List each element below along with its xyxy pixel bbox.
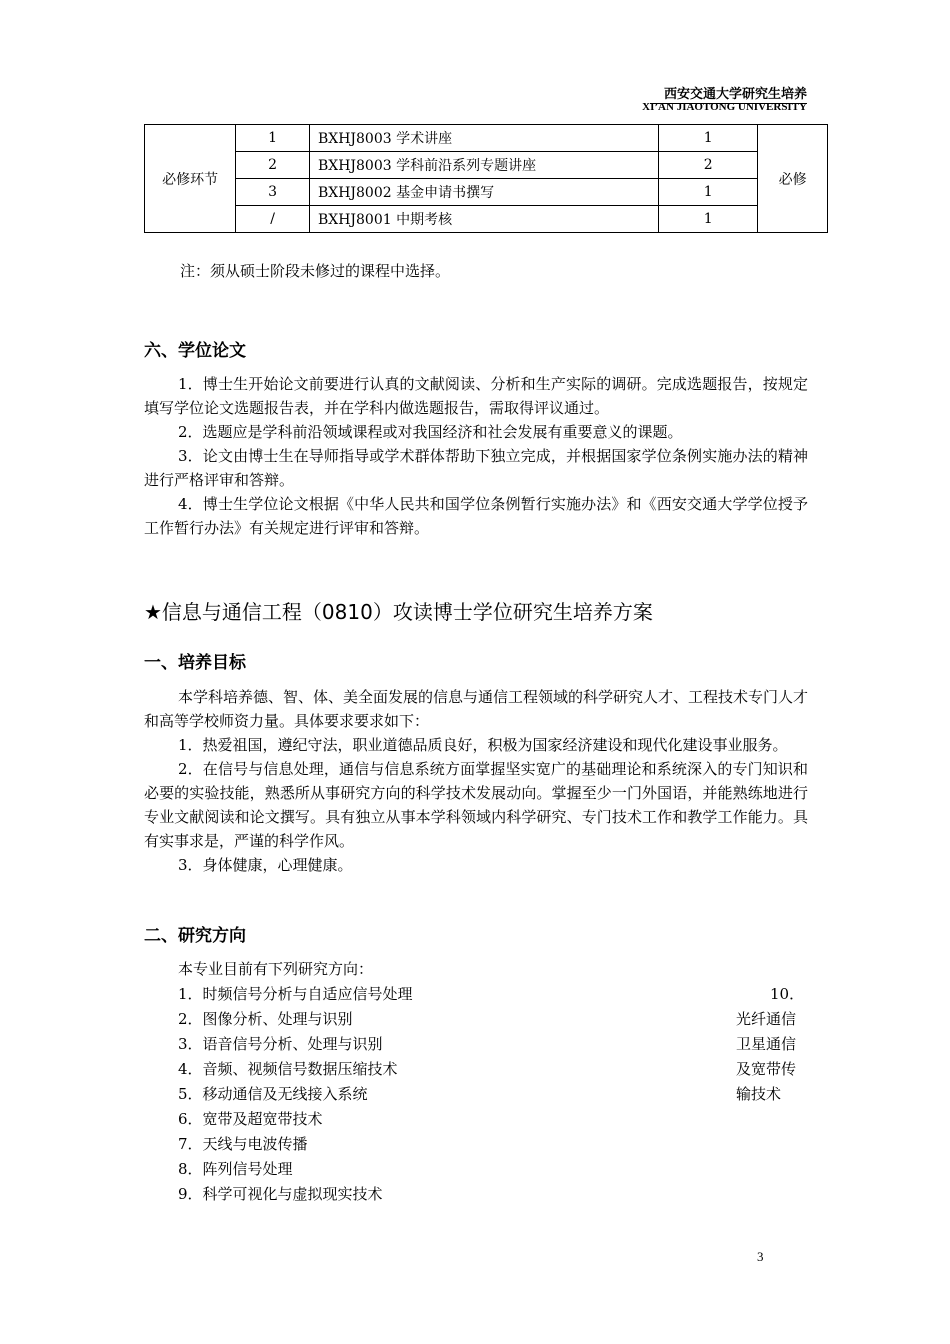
section-thesis-heading: 六、学位论文: [144, 341, 246, 361]
list-item-10-line: 输技术: [736, 1085, 782, 1103]
list-item-10-text: [736, 1007, 808, 1107]
credit-cell: 2: [659, 152, 758, 179]
course-name: BXHJ8002 基金申请书撰写: [309, 179, 658, 206]
credit-cell: 1: [659, 179, 758, 206]
section-goals-heading: 一、培养目标: [144, 653, 246, 673]
table-row: [145, 152, 828, 179]
list-item: 1．时频信号分析与自适应信号处理: [178, 985, 413, 1003]
requirement-cell: 必修: [758, 125, 828, 233]
list-intro: 本专业目前有下列研究方向：: [178, 960, 374, 978]
paragraph: 3．论文由博士生在导师指导或学术群体帮助下独立完成，并根据国家学位条例实施办法的精神进行严格评审和答辩。: [144, 447, 808, 489]
program-title: ★信息与通信工程（0810）攻读博士学位研究生培养方案: [144, 600, 653, 624]
paragraph: 4．博士生学位论文根据《中华人民共和国学位条例暂行实施办法》和《西安交通大学学位授予工作暂行办法》有关规定进行评审和答辩。: [144, 495, 808, 537]
list-item: 9．科学可视化与虚拟现实技术: [178, 1185, 383, 1203]
paragraph: 2．选题应是学科前沿领域课程或对我国经济和社会发展有重要意义的课题。: [178, 423, 683, 441]
paragraph: 3．身体健康，心理健康。: [178, 856, 353, 874]
list-item: 3．语音信号分析、处理与识别: [178, 1035, 383, 1053]
paragraph: 本学科培养德、智、体、美全面发展的信息与通信工程领域的科学研究人才、工程技术专门人才和高等学校师资力量。具体要求要求如下：: [144, 688, 809, 730]
header-university-cn: 西安交通大学研究生培养: [650, 83, 807, 104]
category-cell: 必修环节: [145, 125, 236, 233]
list-item: 7．天线与电波传播: [178, 1135, 308, 1153]
paragraph: 1．博士生开始论文前要进行认真的文献阅读、分析和生产实际的调研。完成选题报告，按规定填写学位论文选题报告表，并在学科内做选题报告，需取得评议通过。: [144, 375, 808, 417]
credit-cell: 1: [659, 206, 758, 233]
row-number: 1: [236, 125, 310, 152]
course-name: BXHJ8003 学术讲座: [309, 125, 658, 152]
page-number: 3: [757, 1249, 764, 1264]
row-number: /: [236, 206, 310, 233]
paragraph: 1．热爱祖国，遵纪守法，职业道德品质良好，积极为国家经济建设和现代化建设事业服务。: [178, 736, 788, 754]
research-direction-list: [178, 957, 413, 1207]
list-item: 2．图像分析、处理与识别: [178, 1010, 353, 1028]
header-university-en: XI’AN JIAOTONG UNIVERSITY: [642, 101, 807, 113]
paragraph: 2．在信号与信息处理，通信与信息系统方面掌握坚实宽广的基础理论和系统深入的专门知识和必要的实验技能，熟悉所从事研究方向的科学技术发展动向。掌握至少一门外国语，并能熟练地进行专业文献阅读和论文撰写。具有独立从事本学科领域内科学研究、专门技术工作和教学工作能力。具有实事求是，严谨的科学作风。: [144, 760, 808, 850]
list-item: 6．宽带及超宽带技术: [178, 1110, 323, 1128]
required-courses-table: [144, 124, 828, 233]
table-note: 注：须从硕士阶段未修过的课程中选择。: [180, 262, 451, 280]
table-row: [145, 179, 828, 206]
list-item-10-number: 10．: [770, 985, 805, 1003]
list-item-10-line: 光纤通信: [736, 1010, 797, 1028]
credit-cell: 1: [659, 125, 758, 152]
table-row: [145, 206, 828, 233]
course-name: BXHJ8001 中期考核: [309, 206, 658, 233]
list-item-10-line: 卫星通信: [736, 1035, 797, 1053]
table-row: [145, 125, 828, 152]
list-item: 4．音频、视频信号数据压缩技术: [178, 1060, 398, 1078]
row-number: 2: [236, 152, 310, 179]
section-thesis-body: [144, 372, 808, 540]
list-item: 5．移动通信及无线接入系统: [178, 1085, 368, 1103]
section-goals-body: [144, 685, 808, 877]
row-number: 3: [236, 179, 310, 206]
list-item-10-line: 及宽带传: [736, 1060, 797, 1078]
list-item: 8．阵列信号处理: [178, 1160, 293, 1178]
course-name: BXHJ8003 学科前沿系列专题讲座: [309, 152, 658, 179]
section-directions-heading: 二、研究方向: [144, 926, 246, 946]
